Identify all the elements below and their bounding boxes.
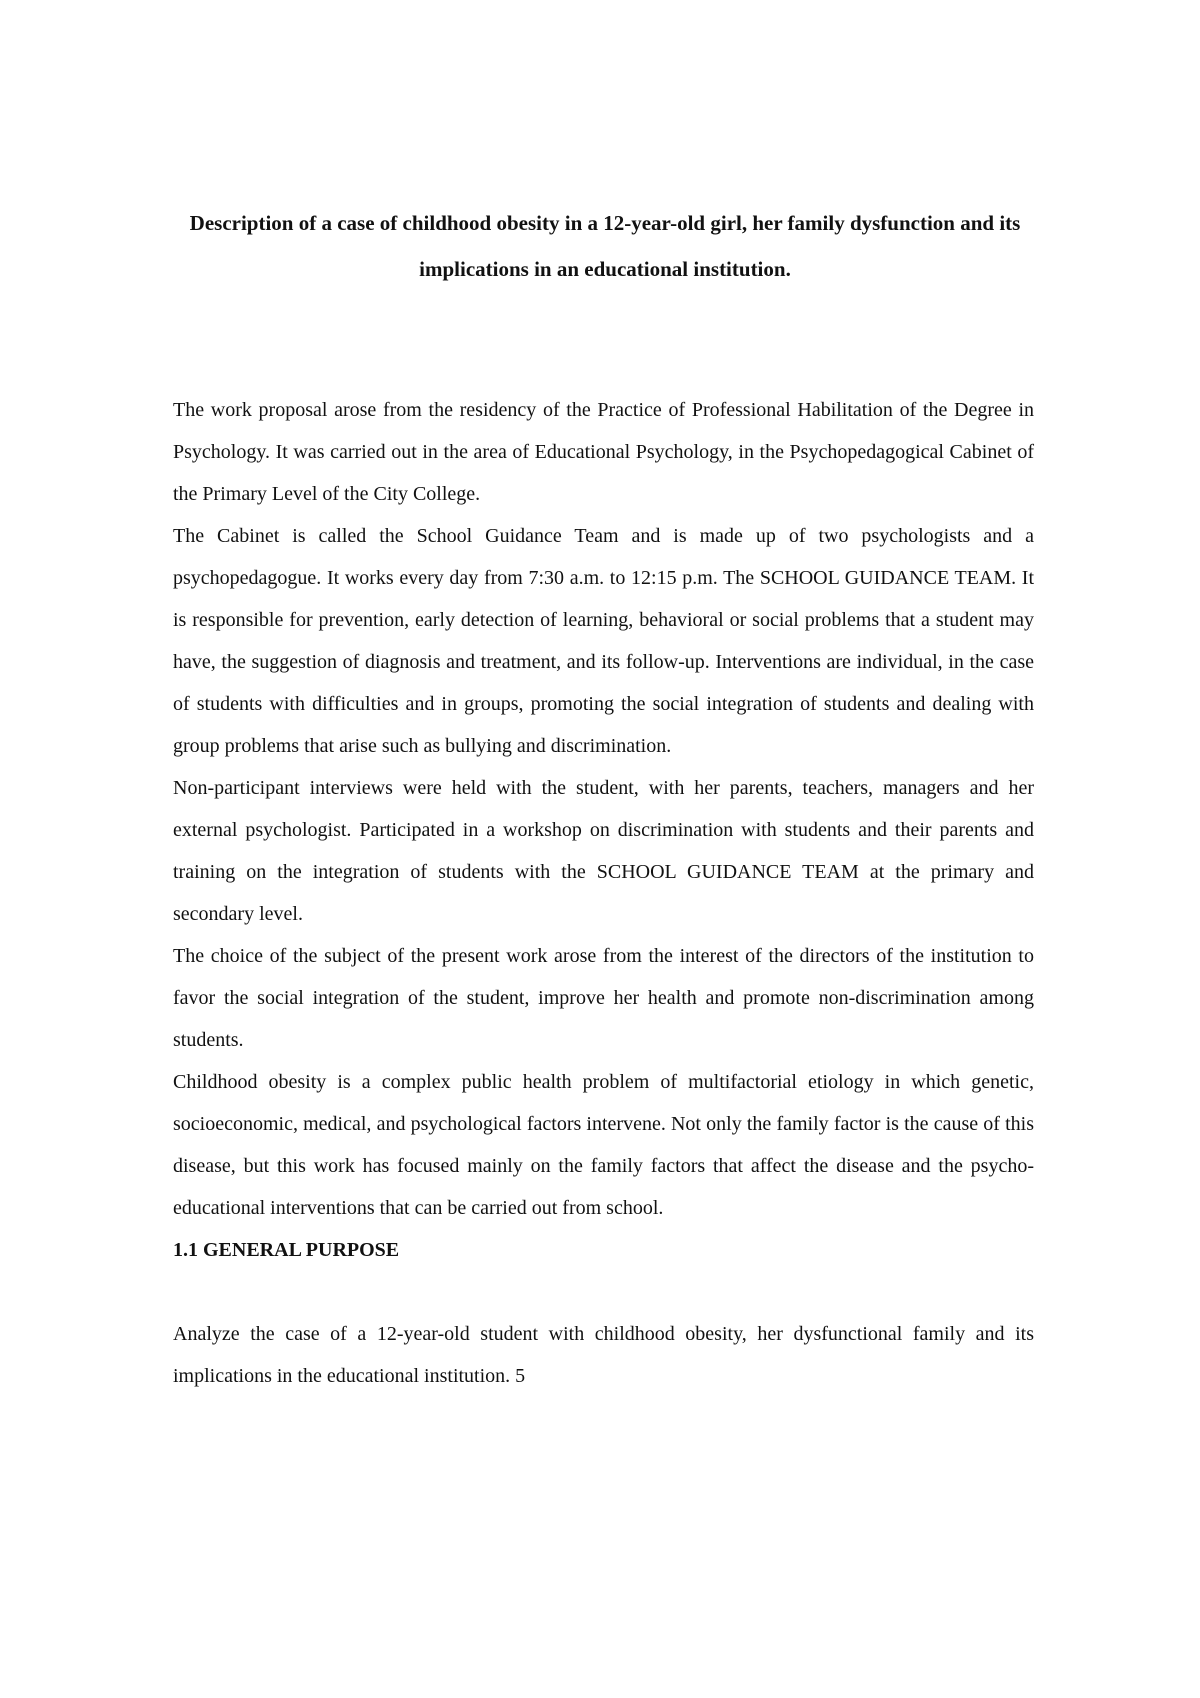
paragraph-subject-choice: The choice of the subject of the present work arose from the interest of the directors of the institution to favor the social integration of the student, improve her health and promote non-discrimination among students. (173, 945, 1034, 1051)
document-body (173, 389, 1034, 1397)
section-heading: 1.1 GENERAL PURPOSE (173, 1239, 400, 1261)
section-spacer (173, 1271, 1034, 1313)
paragraph-interviews: Non-participant interviews were held with the student, with her parents, teachers, managers and her external psychologist. Participated in a workshop on discrimination with students and their parents and training on the integration of students with the SCHOOL GUIDANCE TEAM at the primary and secondary level. (173, 777, 1034, 925)
paragraph-work-proposal: The work proposal arose from the residency of the Practice of Professional Habilitation of the Degree in Psychology. It was carried out in the area of Educational Psychology, in the Psychopedagogical Cabinet of the Primary Level of the City College. (173, 399, 1034, 505)
document-title: Description of a case of childhood obesity in a 12-year-old girl, her family dysfunction and its implications in an educational institution. (189, 211, 1021, 281)
paragraph-childhood-obesity: Childhood obesity is a complex public health problem of multifactorial etiology in which genetic, socioeconomic, medical, and psychological factors intervene. Not only the family factor is the cause of this disease, but this work has focused mainly on the family factors that affect the disease and the psycho-educational interventions that can be carried out from school. (173, 1071, 1034, 1219)
paragraph-general-purpose: Analyze the case of a 12-year-old student with childhood obesity, her dysfunctional family and its implications in the educational institution. 5 (173, 1323, 1034, 1387)
paragraph-cabinet: The Cabinet is called the School Guidance Team and is made up of two psychologists and a psychopedagogue. It works every day from 7:30 a.m. to 12:15 p.m. The SCHOOL GUIDANCE TEAM. It is responsible for prevention, early detection of learning, behavioral or social problems that a student may have, the suggestion of diagnosis and treatment, and its follow-up. Interventions are individual, in the case of students with difficulties and in groups, promoting the social integration of students and dealing with group problems that arise such as bullying and discrimination. (173, 525, 1034, 757)
